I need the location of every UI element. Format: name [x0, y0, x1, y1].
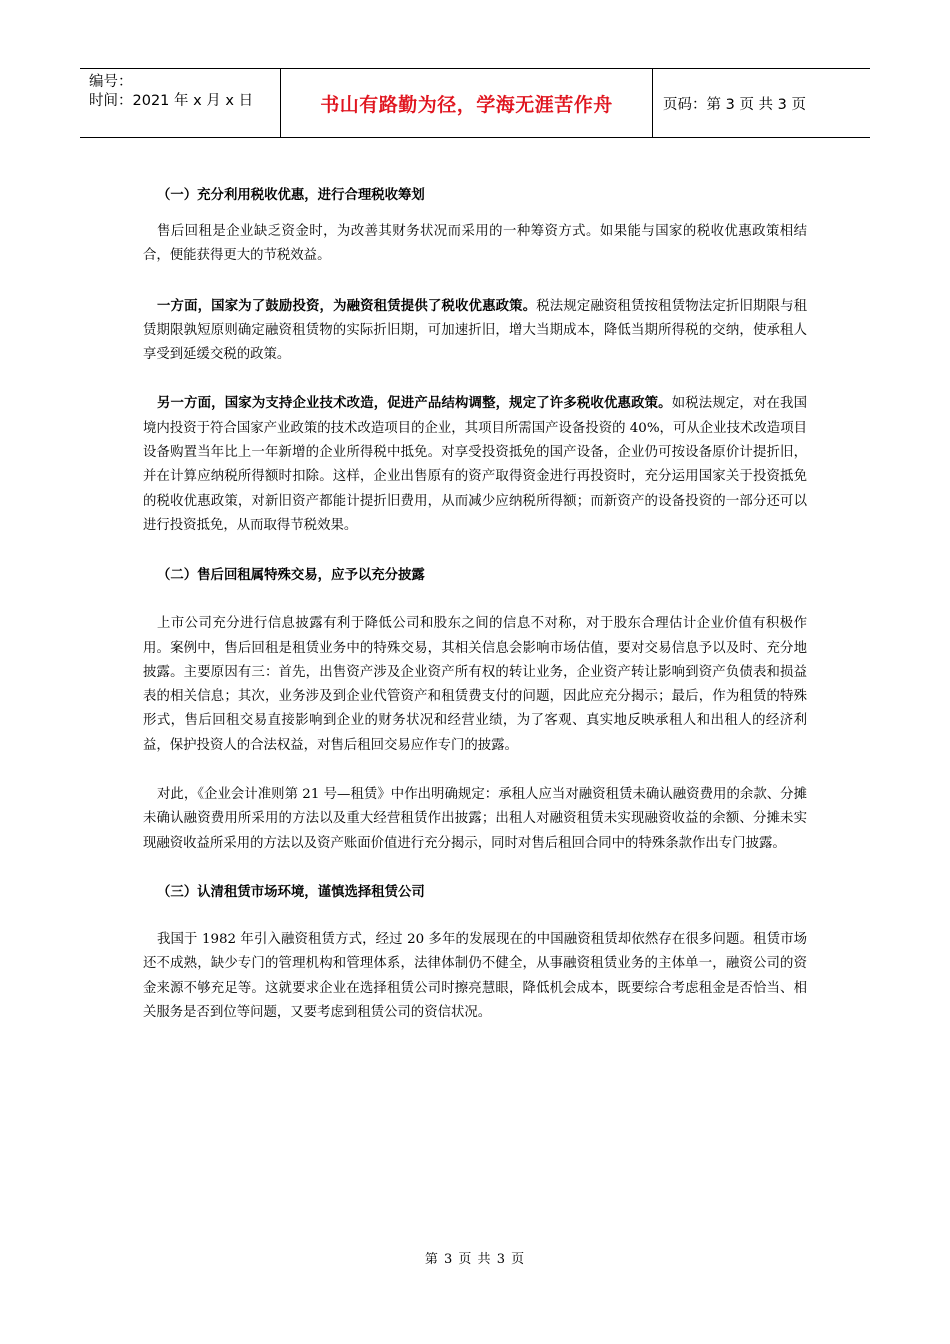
header-page-info: 页码：第 3 页 共 3 页 — [663, 96, 806, 113]
section-1-paragraph-3 — [143, 391, 807, 538]
header-meta — [80, 69, 281, 137]
number-label: 编号： — [89, 74, 133, 90]
header-motto: 书山有路勤为径，学海无涯苦作舟 — [320, 93, 613, 116]
section-3-paragraph-1: 我国于 1982 年引入融资租赁方式，经过 20 多年的发展现在的中国融资租赁却依然存在很多问题。租赁市场还不成熟，缺少专门的管理机构和管理体系，法律体制仍不健全，从事融资租赁业务的主体单一，融资公司的资金来源不够充足等。这就要求企业在选择租赁公司时擦亮慧眼，降低机会成本，既要综合考虑租金是否恰当、相关服务是否到位等问题，又要考虑到租赁公司的资信状况。 — [143, 931, 807, 1020]
document-body — [143, 183, 807, 1025]
paragraph-3-emphasis: 另一方面，国家为支持企业技术改造，促进产品结构调整，规定了许多税收优惠政策。 — [157, 395, 672, 412]
section-3-heading: （三）认清租赁市场环境，谨慎选择租赁公司 — [157, 883, 425, 900]
page-footer: 第 3 页 共 3 页 — [424, 1252, 526, 1267]
paragraph-2-emphasis: 一方面，国家为了鼓励投资，为融资租赁提供了税收优惠政策。 — [157, 297, 537, 314]
section-1-paragraph-1: 售后回租是企业缺乏资金时，为改善其财务状况而采用的一种筹资方式。如果能与国家的税收优惠政策相结合，便能获得更大的节税效益。 — [143, 224, 807, 264]
section-2-heading: （二）售后回租属特殊交易，应予以充分披露 — [157, 567, 425, 584]
section-1-paragraph-2 — [143, 294, 807, 368]
date-label: 时间：2021 年 x 月 x 日 — [89, 93, 254, 109]
paragraph-3-text: 如税法规定，对在我国境内投资于符合国家产业政策的技术改造项目的企业，其项目所需国产设备投资的 40%，可从企业技术改造项目设备购置当年比上一年新增的企业所得税中抵免。对享受投资抵免的国产设备，企业仍可按设备原价计提折旧，并在计算应纳税所得额时扣除。这样，企业出售原有的资产取得资金进行再投资时，充分运用国家关于投资抵免的税收优惠政策，对新旧资产都能计提折旧费用，从而减少应纳税所得额；而新资产的设备投资的一部分还可以进行投资抵免，从而取得节税效果。 — [143, 396, 807, 533]
section-1-heading: （一）充分利用税收优惠，进行合理税收筹划 — [157, 187, 425, 203]
paragraph-2-text: 税法规定融资租赁按租赁物法定折旧期限与租赁期限孰短原则确定融资租赁物的实际折旧期，可加速折旧，增大当期成本，降低当期所得税的交纳，使承租人享受到延缓交税的政策。 — [143, 298, 808, 363]
section-2-paragraph-2: 对此，《企业会计准则第 21 号—租赁》中作出明确规定：承租人应当对融资租赁未确认融资费用的余款、分摊未确认融资费用所采用的方法以及重大经营租赁作出披露；出租人对融资租赁未实现融资收益的余额、分摊未实现融资收益所采用的方法以及资产账面价值进行充分揭示，同时对售后租回合同中的特殊条款作出专门披露。 — [143, 787, 807, 851]
section-2-paragraph-1: 上市公司充分进行信息披露有利于降低公司和股东之间的信息不对称，对于股东合理估计企业价值有积极作用。案例中，售后回租是租赁业务中的特殊交易，其相关信息会影响市场估值，要对交易信息予以及时、充分地披露。主要原因有三：首先，出售资产涉及企业资产所有权的转让业务，企业资产转让影响到资产负债表和损益表的相关信息；其次，业务涉及到企业代管资产和租赁费支付的问题，因此应充分揭示；最后，作为租赁的特殊形式，售后回租交易直接影响到企业的财务状况和经营业绩，为了客观、真实地反映承租人和出租人的经济利益，保护投资人的合法权益，对售后租回交易应作专门的披露。 — [143, 616, 807, 753]
header-motto-cell — [281, 69, 653, 137]
document-header — [80, 68, 870, 138]
